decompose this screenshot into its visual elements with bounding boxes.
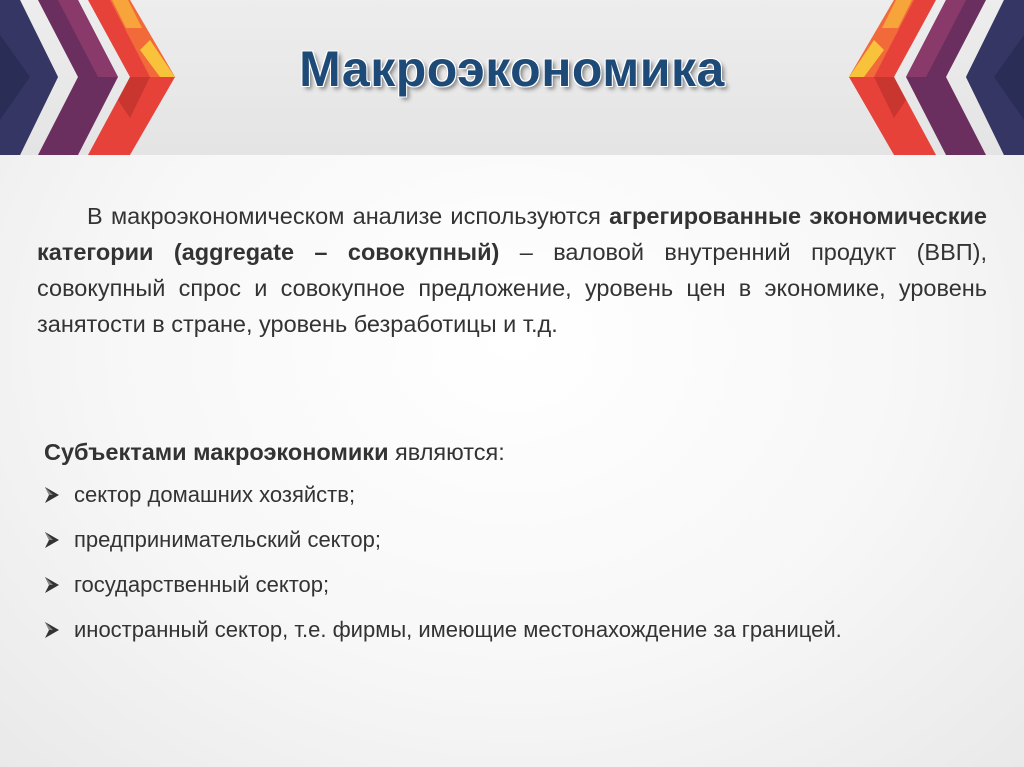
arrow-bullet-icon [44, 576, 60, 594]
subjects-section [44, 432, 1004, 652]
list-item [44, 472, 1004, 517]
subjects-heading-bold: Субъектами макроэкономики [44, 439, 389, 465]
list-item-text: иностранный сектор, т.е. фирмы, имеющие местонахождение за границей. [74, 617, 842, 642]
paragraph-bold-text: агрегированные экономические категории (aggregate – совокупный) [37, 203, 988, 265]
paragraph-text-end: – валовой внутренний продукт (ВВП), совокупный спрос и совокупное предложение, уровень цен в экономике, уровень занятости в стране, уровень безработицы и т.д. [37, 239, 987, 337]
paragraph-text-start: В макроэкономическом анализе используются [87, 203, 610, 229]
intro-paragraph [37, 198, 987, 342]
list-item [44, 607, 1004, 652]
list-item-text: сектор домашних хозяйств; [74, 482, 356, 507]
subjects-heading-rest: являются: [388, 439, 505, 465]
list-item [44, 517, 1004, 562]
subjects-heading [44, 432, 1004, 472]
list-item-text: предпринимательский сектор; [74, 527, 381, 552]
subjects-list [44, 472, 1004, 652]
arrow-bullet-icon [44, 621, 60, 639]
slide-title: Макроэкономика [299, 41, 725, 97]
list-item-text: государственный сектор; [74, 572, 330, 597]
arrow-bullet-icon [44, 486, 60, 504]
arrow-bullet-icon [44, 531, 60, 549]
list-item [44, 562, 1004, 607]
